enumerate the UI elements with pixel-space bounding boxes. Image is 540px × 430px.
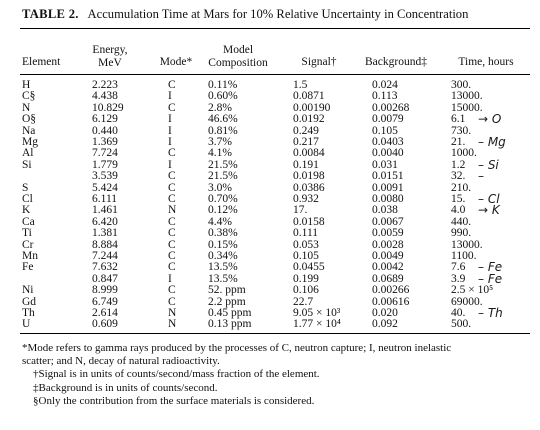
cell-energy: 2.223	[92, 79, 118, 91]
cell-mode: C	[168, 295, 176, 308]
cell-composition: 4.1%	[208, 147, 232, 160]
handwritten-annotation: – Th	[478, 306, 503, 320]
cell-signal: 0.0158	[293, 215, 325, 228]
cell-composition: 0.34%	[208, 250, 238, 262]
header-signal: Signal†	[301, 56, 337, 68]
cell-signal: 0.0871	[293, 90, 325, 103]
cell-element: C§	[22, 90, 36, 103]
cell-composition: 13.5%	[208, 261, 238, 274]
cell-composition: 0.45 ppm	[208, 307, 252, 319]
cell-composition: 0.60%	[208, 90, 238, 103]
cell-mode: I	[168, 124, 172, 137]
cell-element: Na	[22, 124, 36, 137]
footnote-background: ‡Background is in units of counts/second.	[33, 381, 218, 394]
cell-background: 0.105	[372, 124, 398, 137]
cell-signal: 1.77 × 10⁴	[293, 318, 341, 331]
cell-background: 0.092	[372, 318, 398, 331]
cell-element: Mn	[22, 250, 38, 262]
footnote-mode: *Mode refers to gamma rays produced by the processes of C, neutron capture; I, neutron inelastic	[22, 342, 452, 354]
header-energy-line2: MeV	[98, 57, 122, 69]
cell-element: H	[22, 79, 31, 91]
cell-energy: 2.614	[92, 307, 118, 319]
cell-time: 4.0	[451, 204, 466, 217]
cell-time: 13000.	[451, 238, 483, 251]
cell-energy: 0.609	[92, 318, 118, 331]
cell-time: 440.	[451, 215, 472, 228]
cell-time: 32.	[451, 170, 466, 183]
cell-element: N	[22, 101, 31, 114]
cell-time: 3.9	[451, 272, 466, 285]
cell-mode: I	[168, 113, 172, 126]
cell-mode: I	[168, 136, 172, 148]
cell-signal: 0.0084	[293, 147, 325, 160]
cell-mode: I	[168, 158, 172, 171]
cell-element: Th	[22, 307, 35, 319]
handwritten-annotation: – Mg	[478, 135, 506, 149]
cell-energy: 1.779	[92, 158, 118, 171]
cell-element: Cr	[22, 238, 34, 251]
cell-background: 0.0079	[372, 113, 404, 126]
cell-energy: 7.244	[92, 250, 118, 262]
cell-background: 0.038	[372, 204, 398, 217]
cell-background: 0.00266	[372, 284, 410, 297]
cell-energy: 8.999	[92, 284, 118, 297]
cell-background: 0.00616	[372, 295, 410, 308]
cell-signal: 9.05 × 10³	[293, 307, 341, 319]
cell-composition: 4.4%	[208, 215, 232, 228]
cell-composition: 0.70%	[208, 193, 238, 205]
cell-element: U	[22, 318, 31, 331]
cell-signal: 17.	[293, 204, 308, 217]
header-composition-line1: Model	[222, 44, 254, 56]
cell-mode: C	[168, 261, 176, 274]
cell-signal: 0.053	[293, 238, 319, 251]
cell-time: 300.	[451, 79, 472, 91]
cell-signal: 0.105	[293, 250, 319, 262]
cell-background: 0.0040	[372, 147, 404, 160]
cell-background: 0.020	[372, 307, 398, 319]
cell-energy: 0.440	[92, 124, 118, 137]
cell-energy: 3.539	[92, 170, 118, 183]
cell-energy: 5.424	[92, 181, 118, 194]
cell-composition: 2.2 ppm	[208, 295, 246, 308]
cell-element: Fe	[22, 261, 34, 274]
cell-mode: C	[168, 284, 176, 297]
cell-composition: 0.11%	[208, 79, 238, 91]
cell-background: 0.0151	[372, 170, 404, 183]
cell-element: O§	[22, 113, 37, 126]
cell-element: Gd	[22, 295, 37, 308]
cell-mode: N	[168, 307, 177, 319]
cell-mode: C	[168, 193, 176, 205]
cell-signal: 0.932	[293, 193, 319, 205]
cell-energy: 1.369	[92, 136, 118, 148]
cell-element: Mg	[22, 136, 38, 148]
cell-time: 7.6	[451, 261, 466, 274]
cell-signal: 0.199	[293, 272, 319, 285]
cell-background: 0.0091	[372, 181, 404, 194]
header-composition-line2: Composition	[208, 57, 268, 69]
cell-composition: 3.7%	[208, 136, 232, 148]
cell-energy: 6.749	[92, 295, 118, 308]
handwritten-annotation: → K	[478, 203, 500, 218]
cell-time: 1000.	[451, 147, 477, 160]
cell-element: K	[22, 204, 31, 217]
cell-mode: C	[168, 227, 176, 240]
cell-mode: I	[168, 272, 172, 285]
handwritten-annotation: – Fe	[478, 260, 503, 275]
cell-background: 0.0042	[372, 261, 404, 274]
cell-composition: 13.5%	[208, 272, 238, 285]
cell-time: 15.	[451, 193, 466, 205]
header-energy-line1: Energy,	[92, 44, 128, 56]
cell-mode: C	[168, 79, 176, 91]
cell-signal: 0.106	[293, 284, 319, 297]
cell-element: S	[22, 181, 29, 194]
header-background: Background‡	[365, 56, 427, 68]
cell-time: 500.	[451, 318, 472, 331]
cell-composition: 0.13 ppm	[208, 318, 252, 331]
cell-background: 0.0059	[372, 227, 404, 240]
cell-time: 730.	[451, 124, 472, 137]
cell-time: 990.	[451, 227, 472, 240]
cell-time: 6.1	[451, 113, 466, 126]
cell-mode: C	[168, 170, 176, 183]
cell-energy: 1.381	[92, 227, 118, 240]
cell-energy: 7.724	[92, 147, 118, 160]
cell-element: Ca	[22, 215, 35, 228]
cell-signal: 0.0455	[293, 261, 325, 274]
cell-signal: 22.7	[293, 295, 314, 308]
cell-signal: 0.00190	[293, 101, 331, 114]
cell-signal: 0.217	[293, 136, 319, 148]
handwritten-annotation: – Si	[478, 157, 499, 172]
cell-mode: N	[168, 318, 177, 331]
cell-element: Si	[22, 158, 32, 171]
cell-composition: 52. ppm	[208, 284, 246, 297]
cell-element: Al	[22, 147, 34, 160]
cell-energy: 7.632	[92, 261, 118, 274]
cell-composition: 0.38%	[208, 227, 238, 240]
cell-energy: 4.438	[92, 90, 118, 103]
cell-composition: 46.6%	[208, 113, 238, 126]
cell-mode: C	[168, 250, 176, 262]
cell-energy: 6.420	[92, 215, 118, 228]
cell-background: 0.0028	[372, 238, 404, 251]
cell-composition: 3.0%	[208, 181, 232, 194]
cell-energy: 1.461	[92, 204, 118, 217]
cell-background: 0.031	[372, 158, 398, 171]
cell-time: 1.2	[451, 158, 466, 171]
cell-signal: 0.0198	[293, 170, 325, 183]
cell-composition: 21.5%	[208, 158, 238, 171]
header-mode: Mode*	[159, 56, 193, 68]
cell-element: Ti	[22, 227, 32, 240]
cell-background: 0.00268	[372, 101, 410, 114]
cell-mode: C	[168, 181, 176, 194]
cell-mode: N	[168, 204, 177, 217]
cell-mode: C	[168, 101, 176, 114]
cell-time: 2.5 × 10⁵	[451, 284, 494, 297]
cell-element: Cl	[22, 193, 33, 205]
cell-mode: I	[168, 90, 172, 103]
header-element: Element	[22, 56, 61, 68]
handwritten-annotation: –	[478, 169, 484, 184]
cell-time: 69000.	[451, 295, 483, 308]
cell-energy: 6.129	[92, 113, 118, 126]
cell-mode: C	[168, 238, 176, 251]
bottom-rule	[20, 333, 530, 334]
cell-time: 21.	[451, 136, 466, 148]
footnote-signal: †Signal is in units of counts/second/mass fraction of the element.	[33, 368, 320, 381]
cell-composition: 0.12%	[208, 204, 238, 217]
footnote-mode-continued: scatter; and N, decay of natural radioactivity.	[22, 355, 220, 368]
cell-signal: 0.191	[293, 158, 319, 171]
cell-time: 13000.	[451, 90, 483, 103]
table-caption: Accumulation Time at Mars for 10% Relative Uncertainty in Concentration	[87, 7, 469, 21]
cell-background: 0.0080	[372, 193, 404, 205]
footnotes	[22, 342, 532, 408]
cell-background: 0.024	[372, 79, 398, 91]
cell-background: 0.113	[372, 90, 398, 103]
cell-mode: C	[168, 215, 176, 228]
cell-signal: 0.249	[293, 124, 319, 137]
cell-signal: 1.5	[293, 79, 308, 91]
cell-composition: 0.81%	[208, 124, 238, 137]
handwritten-annotation: – Fe	[478, 271, 503, 286]
cell-energy: 0.847	[92, 272, 118, 285]
cell-energy: 10.829	[92, 101, 124, 114]
cell-signal: 0.111	[293, 227, 319, 240]
cell-composition: 21.5%	[208, 170, 238, 183]
cell-signal: 0.0192	[293, 113, 325, 126]
cell-mode: C	[168, 147, 176, 160]
cell-background: 0.0049	[372, 250, 404, 262]
handwritten-annotation: – Cl	[478, 192, 500, 206]
cell-energy: 8.884	[92, 238, 118, 251]
footnote-surface: §Only the contribution from the surface materials is considered.	[33, 394, 315, 407]
cell-time: 1100.	[451, 250, 477, 262]
table-number: TABLE 2.	[22, 7, 79, 21]
cell-background: 0.0403	[372, 136, 404, 148]
cell-energy: 6.111	[92, 193, 118, 205]
cell-background: 0.0689	[372, 272, 404, 285]
cell-background: 0.0067	[372, 215, 404, 228]
cell-time: 15000.	[451, 101, 483, 114]
cell-element: Ni	[22, 284, 34, 297]
header-time: Time, hours	[458, 56, 514, 68]
handwritten-annotation: → O	[478, 112, 502, 127]
cell-composition: 2.8%	[208, 101, 232, 114]
cell-composition: 0.15%	[208, 238, 238, 251]
cell-time: 40.	[451, 307, 466, 319]
cell-time: 210.	[451, 181, 472, 194]
cell-signal: 0.0386	[293, 181, 325, 194]
